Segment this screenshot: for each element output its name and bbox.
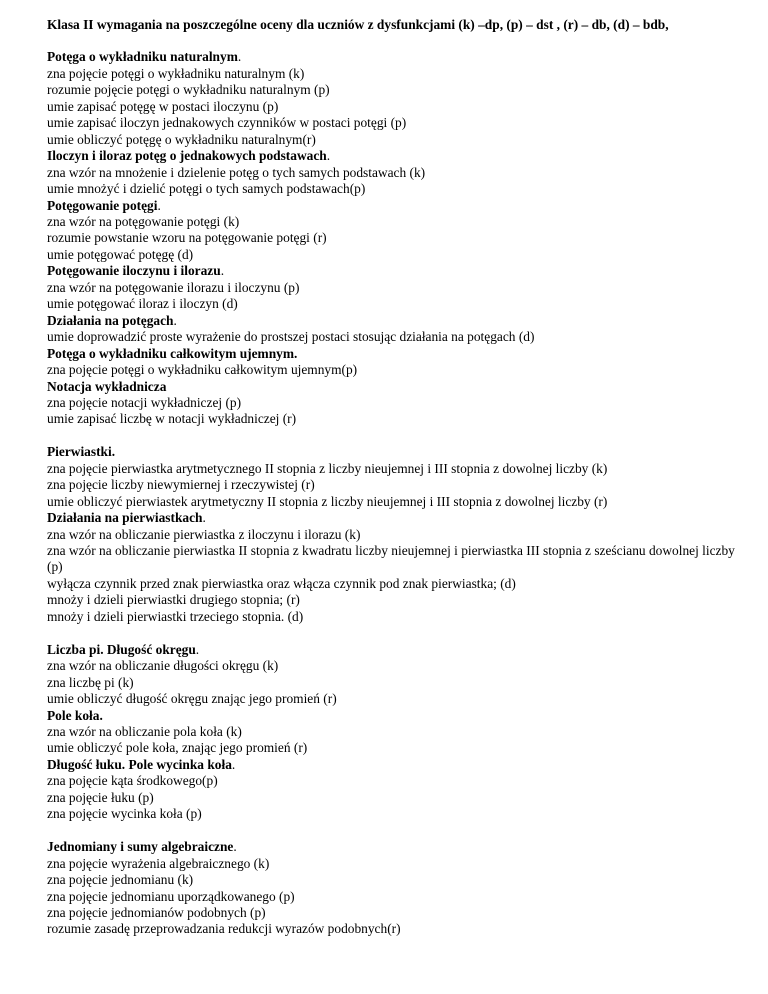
- page-title: Klasa II wymagania na poszczególne oceny dla uczniów z dysfunkcjami (k) –dp, (p) – dst , (r) – db, (d) – bdb,: [47, 17, 669, 32]
- heading-text: Potęgowanie potęgi: [47, 197, 158, 213]
- section-heading: [47, 757, 737, 773]
- heading-text: Liczba pi. Długość okręgu: [47, 641, 196, 657]
- requirement-line: umie zapisać potęgę w postaci iloczynu (p): [47, 98, 279, 114]
- heading-suffix: .: [231, 756, 236, 772]
- section-heading: [47, 346, 737, 362]
- section: [47, 444, 737, 625]
- heading-text: Iloczyn i iloraz potęg o jednakowych podstawach: [47, 148, 327, 164]
- heading-suffix: .: [173, 312, 177, 328]
- section-gap: [47, 428, 737, 444]
- section-heading: [47, 148, 737, 164]
- requirement-line: mnoży i dzieli pierwiastki drugiego stopnia; (r): [47, 592, 300, 608]
- document-page: [47, 17, 737, 938]
- section-heading: [47, 263, 737, 279]
- requirement-line: mnoży i dzieli pierwiastki trzeciego stopnia. (d): [47, 608, 304, 624]
- requirement-line: zna pojęcie jednomianu uporządkowanego (p): [47, 888, 295, 904]
- requirement-line: zna wzór na potęgowanie potęgi (k): [47, 213, 240, 229]
- section-heading: [47, 839, 737, 855]
- heading-text: Długość łuku. Pole wycinka koła: [47, 756, 232, 772]
- section-gap: [47, 823, 737, 839]
- requirement-line: umie potęgować potęgę (d): [47, 246, 194, 262]
- requirement-line: umie obliczyć długość okręgu znając jego promień (r): [47, 691, 337, 707]
- section: [47, 642, 737, 823]
- requirement-line: umie obliczyć potęgę o wykładniku naturalnym(r): [47, 131, 316, 147]
- section: [47, 839, 737, 938]
- heading-text: Pierwiastki.: [47, 444, 116, 460]
- requirement-line: zna wzór na mnożenie i dzielenie potęg o tych samych podstawach (k): [47, 164, 426, 180]
- section-heading: [47, 444, 737, 460]
- heading-suffix: .: [237, 49, 242, 65]
- section-heading: [47, 313, 737, 329]
- requirement-line: rozumie powstanie wzoru na potęgowanie potęgi (r): [47, 230, 327, 246]
- requirement-line: umie obliczyć pole koła, znając jego promień (r): [47, 740, 308, 756]
- requirement-line: zna pojęcie jednomianów podobnych (p): [47, 904, 266, 920]
- requirement-line: zna wzór na potęgowanie ilorazu i iloczynu (p): [47, 279, 300, 295]
- requirement-line: wyłącza czynnik przed znak pierwiastka oraz włącza czynnik pod znak pierwiastka; (d): [47, 575, 516, 591]
- requirement-line: zna pojęcie wycinka koła (p): [47, 806, 202, 822]
- heading-text: Jednomiany i sumy algebraiczne: [47, 839, 234, 855]
- heading-text: Działania na pierwiastkach: [47, 510, 203, 526]
- requirement-line: zna pojęcie notacji wykładniczej (p): [47, 394, 242, 410]
- heading-suffix: .: [195, 641, 200, 657]
- requirement-line: zna pojęcie potęgi o wykładniku całkowitym ujemnym(p): [47, 362, 358, 378]
- requirement-line: zna wzór na obliczanie pola koła (k): [47, 724, 242, 739]
- requirement-line: zna pojęcie łuku (p): [47, 789, 154, 805]
- heading-suffix: .: [233, 839, 237, 855]
- heading-suffix: .: [326, 148, 331, 164]
- heading-text: Działania na potęgach: [47, 312, 174, 328]
- section-gap: [47, 625, 737, 641]
- section-heading: [47, 642, 737, 658]
- section-heading: [47, 708, 737, 724]
- requirement-line: zna liczbę pi (k): [47, 674, 134, 690]
- heading-text: Potęga o wykładniku całkowitym ujemnym.: [47, 345, 298, 361]
- heading-suffix: .: [202, 510, 206, 526]
- requirement-line: zna pojęcie wyrażenia algebraicznego (k): [47, 855, 270, 871]
- section-heading: [47, 49, 737, 65]
- heading-suffix: .: [157, 197, 161, 213]
- requirement-line: umie doprowadzić proste wyrażenie do prostszej postaci stosując działania na potęgach (d): [47, 329, 535, 345]
- requirement-line: zna wzór na obliczanie długości okręgu (k): [47, 658, 279, 674]
- requirement-line: rozumie pojęcie potęgi o wykładniku naturalnym (p): [47, 82, 330, 98]
- requirement-line: zna pojęcie jednomianu (k): [47, 872, 194, 888]
- heading-text: Potęga o wykładniku naturalnym: [47, 49, 238, 65]
- section: [47, 49, 737, 427]
- requirement-line: rozumie zasadę przeprowadzania redukcji wyrazów podobnych(r): [47, 921, 401, 937]
- section-heading: [47, 379, 737, 395]
- requirement-line: umie zapisać iloczyn jednakowych czynników w postaci potęgi (p): [47, 115, 407, 131]
- heading-text: Potęgowanie iloczynu i ilorazu: [47, 263, 221, 279]
- requirement-line: zna wzór na obliczanie pierwiastka z iloczynu i ilorazu (k): [47, 526, 361, 542]
- requirement-line: zna pojęcie pierwiastka arytmetycznego II stopnia z liczby nieujemnej i III stopnia z dowolnej liczby (k): [47, 460, 608, 476]
- section-heading: [47, 510, 737, 526]
- requirement-line: zna pojęcie kąta środkowego(p): [47, 773, 218, 789]
- requirement-line: umie obliczyć pierwiastek arytmetyczny II stopnia z liczby nieujemnej i III stopnia z dowolnej liczby (r): [47, 493, 608, 509]
- document-body: [47, 49, 737, 937]
- requirement-line: umie mnożyć i dzielić potęgi o tych samych podstawach(p): [47, 181, 366, 197]
- requirement-line: zna wzór na obliczanie pierwiastka II stopnia z kwadratu liczby nieujemnej i pierwiastka III stopnia z sześcianu dowolnej liczby (p): [47, 543, 735, 575]
- heading-text: Notacja wykładnicza: [47, 378, 167, 394]
- requirement-line: umie zapisać liczbę w notacji wykładniczej (r): [47, 411, 297, 427]
- section-heading: [47, 198, 737, 214]
- heading-suffix: .: [220, 263, 225, 279]
- requirement-line: umie potęgować iloraz i iloczyn (d): [47, 296, 238, 312]
- requirement-line: zna pojęcie liczby niewymiernej i rzeczywistej (r): [47, 477, 315, 493]
- requirement-line: zna pojęcie potęgi o wykładniku naturalnym (k): [47, 65, 305, 81]
- heading-text: Pole koła.: [47, 707, 103, 723]
